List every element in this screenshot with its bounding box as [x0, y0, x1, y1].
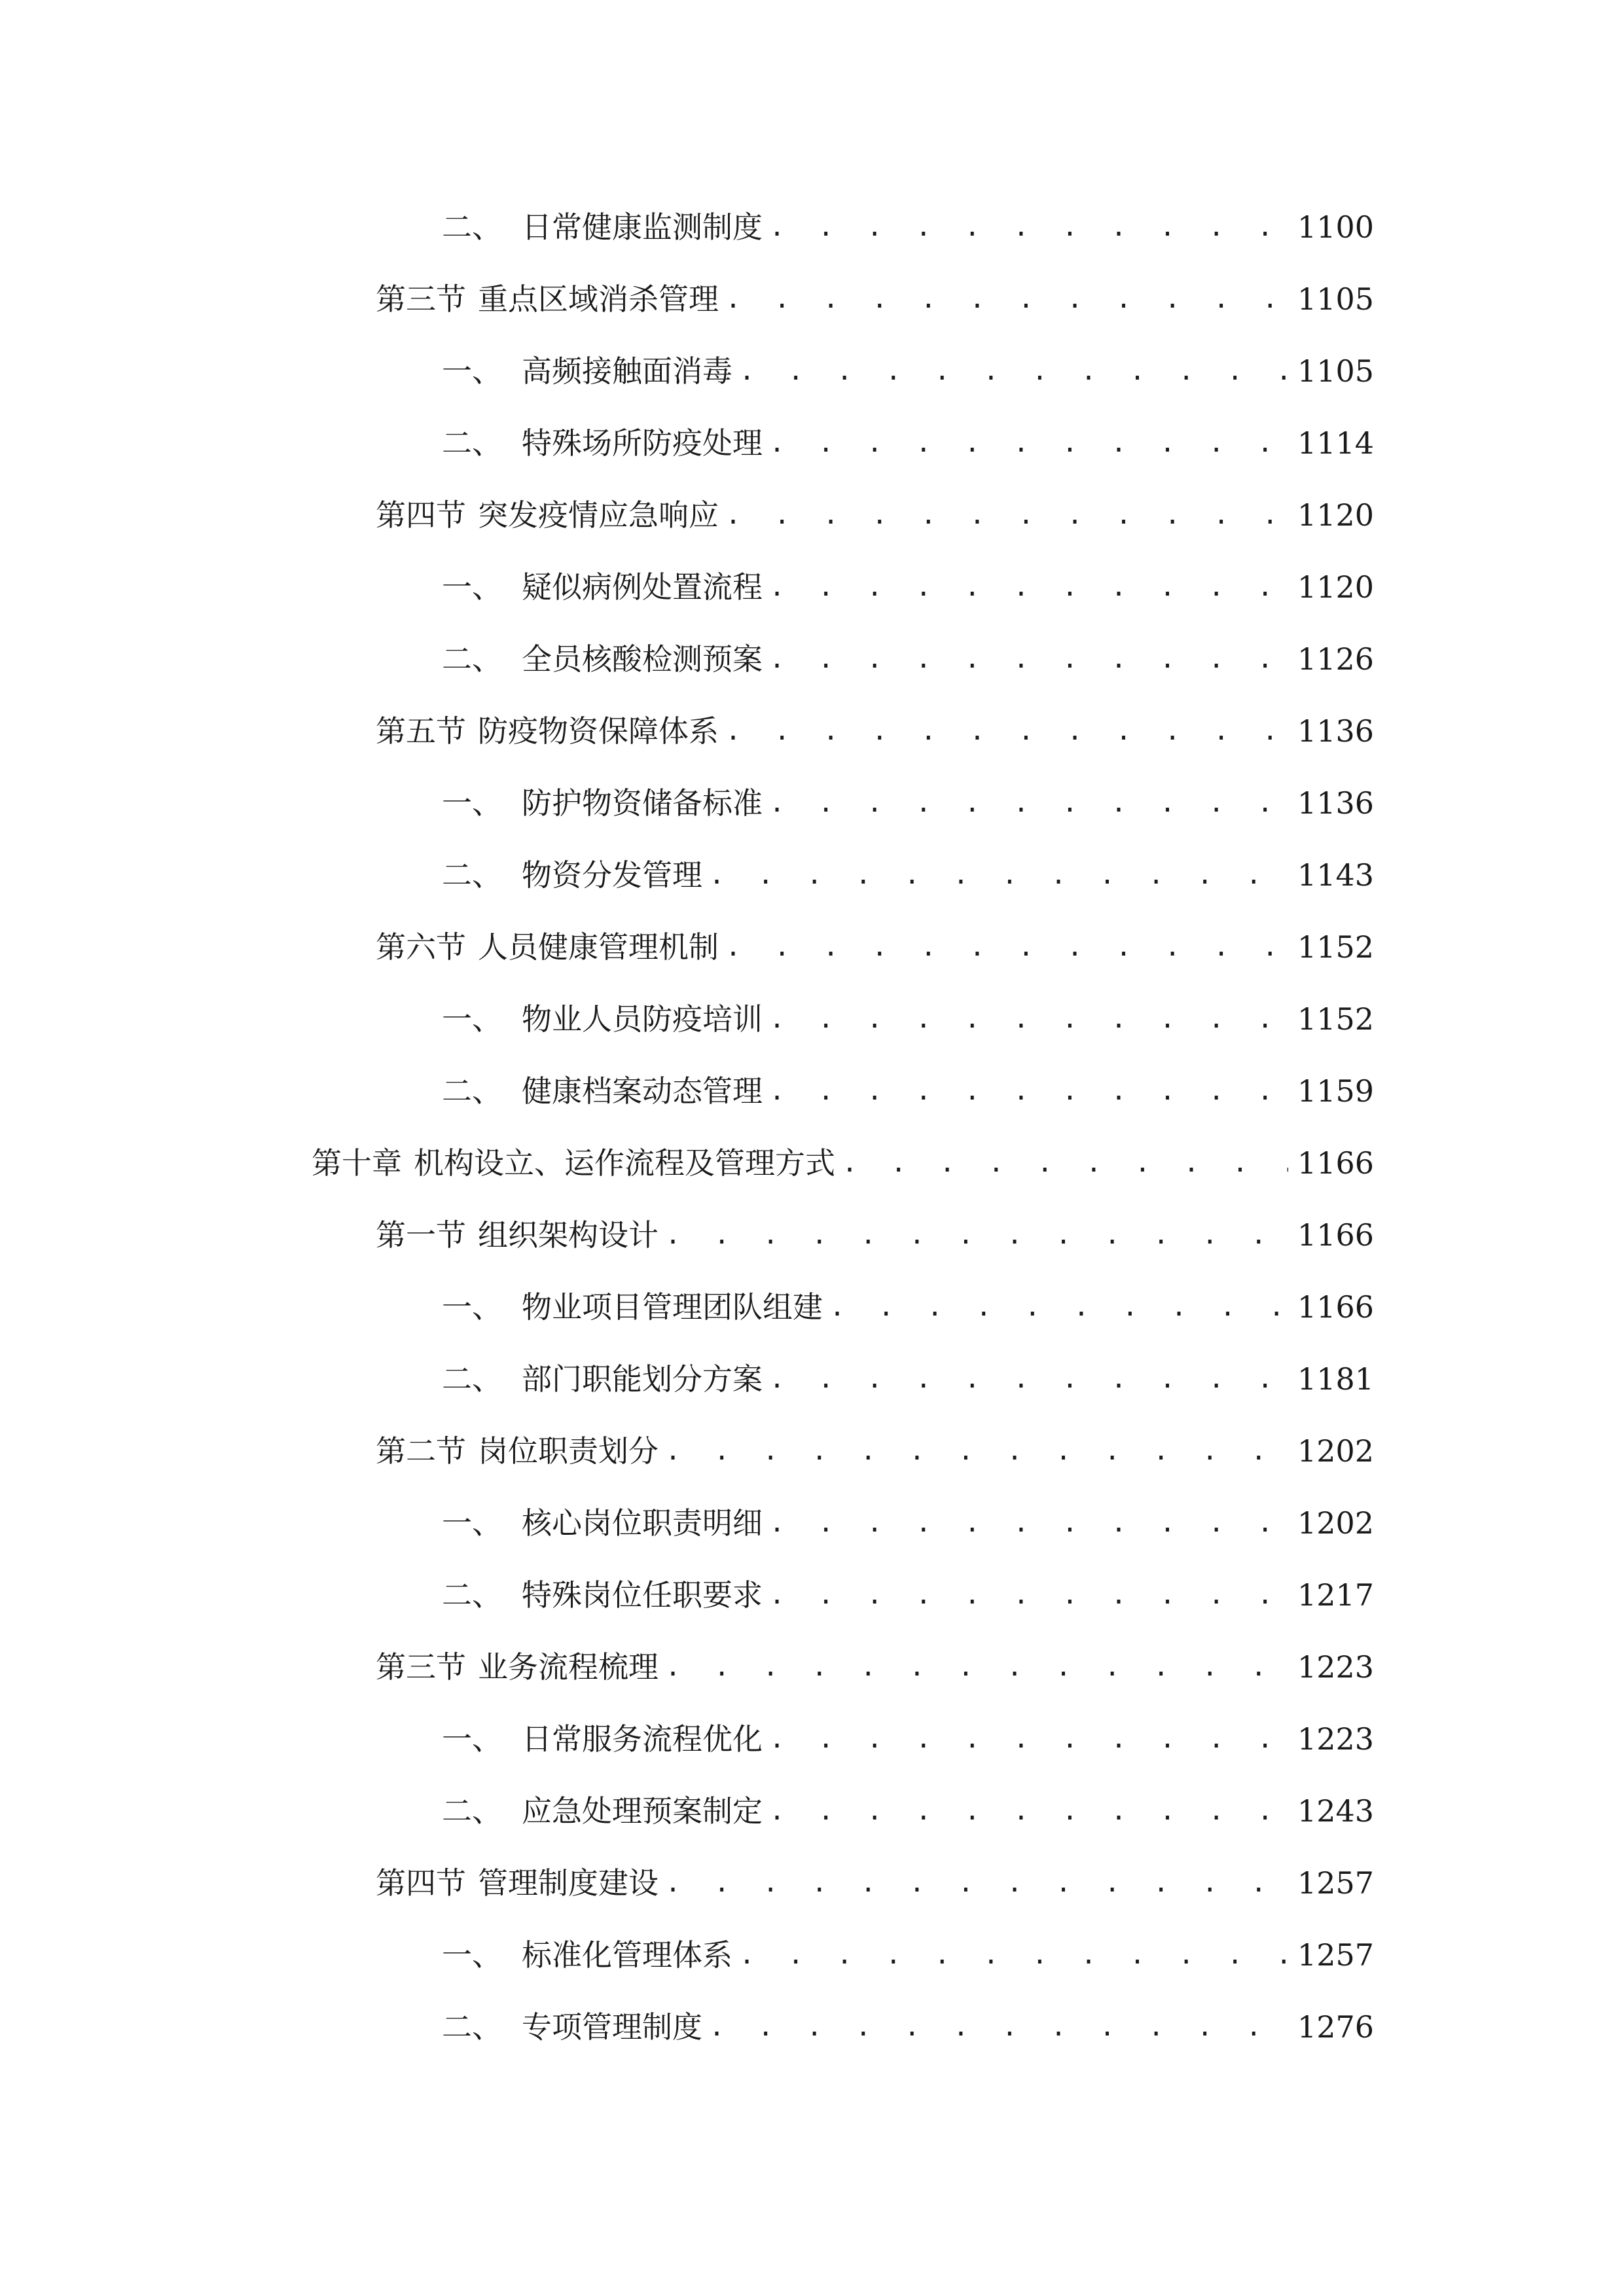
toc-entry-title: 机构设立、运作流程及管理方式 — [414, 1145, 835, 1181]
dot-leader — [725, 705, 1288, 757]
toc-entry[interactable] — [376, 705, 1374, 757]
dot-leader — [769, 993, 1288, 1045]
toc-entry-page-number: 1181 — [1297, 1361, 1374, 1397]
toc-entry-title: 管理制度建设 — [478, 1865, 659, 1901]
toc-entry-title: 突发疫情应急响应 — [478, 497, 719, 533]
toc-entry-page-number: 1126 — [1297, 641, 1374, 677]
dot-leader — [739, 345, 1288, 397]
toc-entry-number: 一、 — [442, 785, 502, 821]
toc-entry-title: 物业人员防疫培训 — [522, 1001, 763, 1037]
toc-entry-page-number: 1202 — [1297, 1505, 1374, 1541]
toc-entry-number: 第十章 — [312, 1145, 402, 1181]
toc-entry-page-number: 1120 — [1297, 497, 1374, 533]
toc-entry-title: 标准化管理体系 — [522, 1937, 732, 1973]
toc-entry-page-number: 1166 — [1297, 1145, 1374, 1181]
toc-entry-page-number: 1114 — [1297, 425, 1374, 461]
toc-entry-number: 一、 — [442, 1721, 502, 1757]
dot-leader — [769, 633, 1288, 685]
toc-entry[interactable] — [442, 1065, 1374, 1117]
toc-entry[interactable] — [442, 1281, 1374, 1333]
toc-entry-page-number: 1105 — [1297, 353, 1374, 389]
toc-entry-number: 二、 — [442, 425, 502, 461]
toc-entry-page-number: 1257 — [1297, 1937, 1374, 1973]
toc-entry-number: 二、 — [442, 209, 502, 245]
dot-leader — [769, 1065, 1288, 1117]
toc-entry-title: 特殊岗位任职要求 — [522, 1577, 763, 1613]
toc-entry-page-number: 1217 — [1297, 1577, 1374, 1613]
toc-entry[interactable] — [442, 849, 1374, 901]
toc-entry-page-number: 1202 — [1297, 1433, 1374, 1469]
toc-entry[interactable] — [442, 993, 1374, 1045]
dot-leader — [769, 1569, 1288, 1621]
toc-entry-number: 一、 — [442, 1289, 502, 1325]
toc-entry-title: 部门职能划分方案 — [522, 1361, 763, 1397]
toc-entry-title: 岗位职责划分 — [478, 1433, 659, 1469]
toc-entry[interactable] — [442, 345, 1374, 397]
toc-entry-title: 核心岗位职责明细 — [522, 1505, 763, 1541]
toc-entry-title: 物业项目管理团队组建 — [522, 1289, 823, 1325]
toc-entry[interactable] — [442, 1929, 1374, 1981]
dot-leader — [709, 849, 1288, 901]
dot-leader — [665, 1209, 1288, 1261]
toc-entry-number: 二、 — [442, 1073, 502, 1109]
toc-entry-page-number: 1276 — [1297, 2009, 1374, 2045]
toc-entry[interactable] — [442, 777, 1374, 829]
toc-entry-number: 二、 — [442, 1361, 502, 1397]
toc-entry-page-number: 1223 — [1297, 1649, 1374, 1685]
toc-entry-number: 第三节 — [376, 1649, 466, 1685]
toc-entry-number: 二、 — [442, 641, 502, 677]
toc-entry-page-number: 1166 — [1297, 1217, 1374, 1253]
toc-entry-page-number: 1136 — [1297, 713, 1374, 749]
toc-entry[interactable] — [376, 1425, 1374, 1477]
toc-entry[interactable] — [442, 1713, 1374, 1765]
toc-entry-title: 业务流程梳理 — [478, 1649, 659, 1685]
toc-entry-title: 全员核酸检测预案 — [522, 641, 763, 677]
toc-entry-page-number: 1243 — [1297, 1793, 1374, 1829]
dot-leader — [769, 777, 1288, 829]
toc-entry[interactable] — [376, 921, 1374, 973]
toc-entry-number: 二、 — [442, 1793, 502, 1829]
dot-leader — [739, 1929, 1288, 1981]
toc-entry[interactable] — [312, 1137, 1374, 1189]
toc-entry-title: 健康档案动态管理 — [522, 1073, 763, 1109]
toc-entry[interactable] — [442, 1353, 1374, 1405]
dot-leader — [769, 1497, 1288, 1549]
toc-entry-title: 日常服务流程优化 — [522, 1721, 763, 1757]
toc-entry-number: 二、 — [442, 857, 502, 893]
dot-leader — [725, 273, 1288, 325]
toc-entry[interactable] — [442, 1785, 1374, 1837]
toc-entry-page-number: 1166 — [1297, 1289, 1374, 1325]
toc-entry-page-number: 1257 — [1297, 1865, 1374, 1901]
toc-entry-title: 专项管理制度 — [522, 2009, 702, 2045]
toc-entry-title: 防疫物资保障体系 — [478, 713, 719, 749]
dot-leader — [665, 1857, 1288, 1909]
dot-leader — [665, 1641, 1288, 1693]
toc-entry-number: 第四节 — [376, 497, 466, 533]
toc-entry-page-number: 1159 — [1297, 1073, 1374, 1109]
toc-entry-number: 一、 — [442, 1001, 502, 1037]
toc-entry-number: 二、 — [442, 2009, 502, 2045]
dot-leader — [842, 1137, 1288, 1189]
toc-entry-title: 应急处理预案制定 — [522, 1793, 763, 1829]
dot-leader — [725, 921, 1288, 973]
dot-leader — [709, 2001, 1288, 2053]
toc-entry[interactable] — [376, 273, 1374, 325]
dot-leader — [829, 1281, 1288, 1333]
toc-entry[interactable] — [442, 201, 1374, 253]
toc-entry-page-number: 1100 — [1297, 209, 1374, 245]
toc-entry-number: 第二节 — [376, 1433, 466, 1469]
toc-entry[interactable] — [442, 633, 1374, 685]
dot-leader — [769, 1713, 1288, 1765]
toc-entry-title: 疑似病例处置流程 — [522, 569, 763, 605]
toc-entry-page-number: 1120 — [1297, 569, 1374, 605]
toc-entry[interactable] — [442, 561, 1374, 613]
dot-leader — [665, 1425, 1288, 1477]
dot-leader — [725, 489, 1288, 541]
toc-entry-title: 防护物资储备标准 — [522, 785, 763, 821]
toc-entry-number: 第三节 — [376, 281, 466, 317]
toc-entry[interactable] — [442, 1497, 1374, 1549]
toc-entry[interactable] — [376, 1857, 1374, 1909]
toc-entry[interactable] — [442, 2001, 1374, 2053]
toc-entry-number: 一、 — [442, 353, 502, 389]
toc-entry-page-number: 1223 — [1297, 1721, 1374, 1757]
toc-entry-title: 人员健康管理机制 — [478, 929, 719, 965]
toc-entry-number: 第一节 — [376, 1217, 466, 1253]
toc-entry-number: 一、 — [442, 1505, 502, 1541]
toc-entry-title: 特殊场所防疫处理 — [522, 425, 763, 461]
toc-entry-page-number: 1143 — [1297, 857, 1374, 893]
toc-entry-page-number: 1152 — [1297, 929, 1374, 965]
dot-leader — [769, 1353, 1288, 1405]
toc-entry[interactable] — [442, 417, 1374, 469]
toc-entry-number: 第四节 — [376, 1865, 466, 1901]
toc-entry[interactable] — [376, 1209, 1374, 1261]
toc-entry-number: 二、 — [442, 1577, 502, 1613]
toc-entry[interactable] — [376, 489, 1374, 541]
toc-entry[interactable] — [442, 1569, 1374, 1621]
toc-entry-number: 一、 — [442, 569, 502, 605]
dot-leader — [769, 561, 1288, 613]
toc-entry-title: 日常健康监测制度 — [522, 209, 763, 245]
toc-entry-title: 组织架构设计 — [478, 1217, 659, 1253]
toc-entry-number: 一、 — [442, 1937, 502, 1973]
toc-entry-title: 物资分发管理 — [522, 857, 702, 893]
toc-entry-title: 重点区域消杀管理 — [478, 281, 719, 317]
toc-entry-page-number: 1136 — [1297, 785, 1374, 821]
dot-leader — [769, 417, 1288, 469]
toc-entry-title: 高频接触面消毒 — [522, 353, 732, 389]
toc-entry[interactable] — [376, 1641, 1374, 1693]
toc-entry-number: 第五节 — [376, 713, 466, 749]
dot-leader — [769, 1785, 1288, 1837]
toc-entry-number: 第六节 — [376, 929, 466, 965]
toc-entry-page-number: 1105 — [1297, 281, 1374, 317]
dot-leader — [769, 201, 1288, 253]
toc-entry-page-number: 1152 — [1297, 1001, 1374, 1037]
